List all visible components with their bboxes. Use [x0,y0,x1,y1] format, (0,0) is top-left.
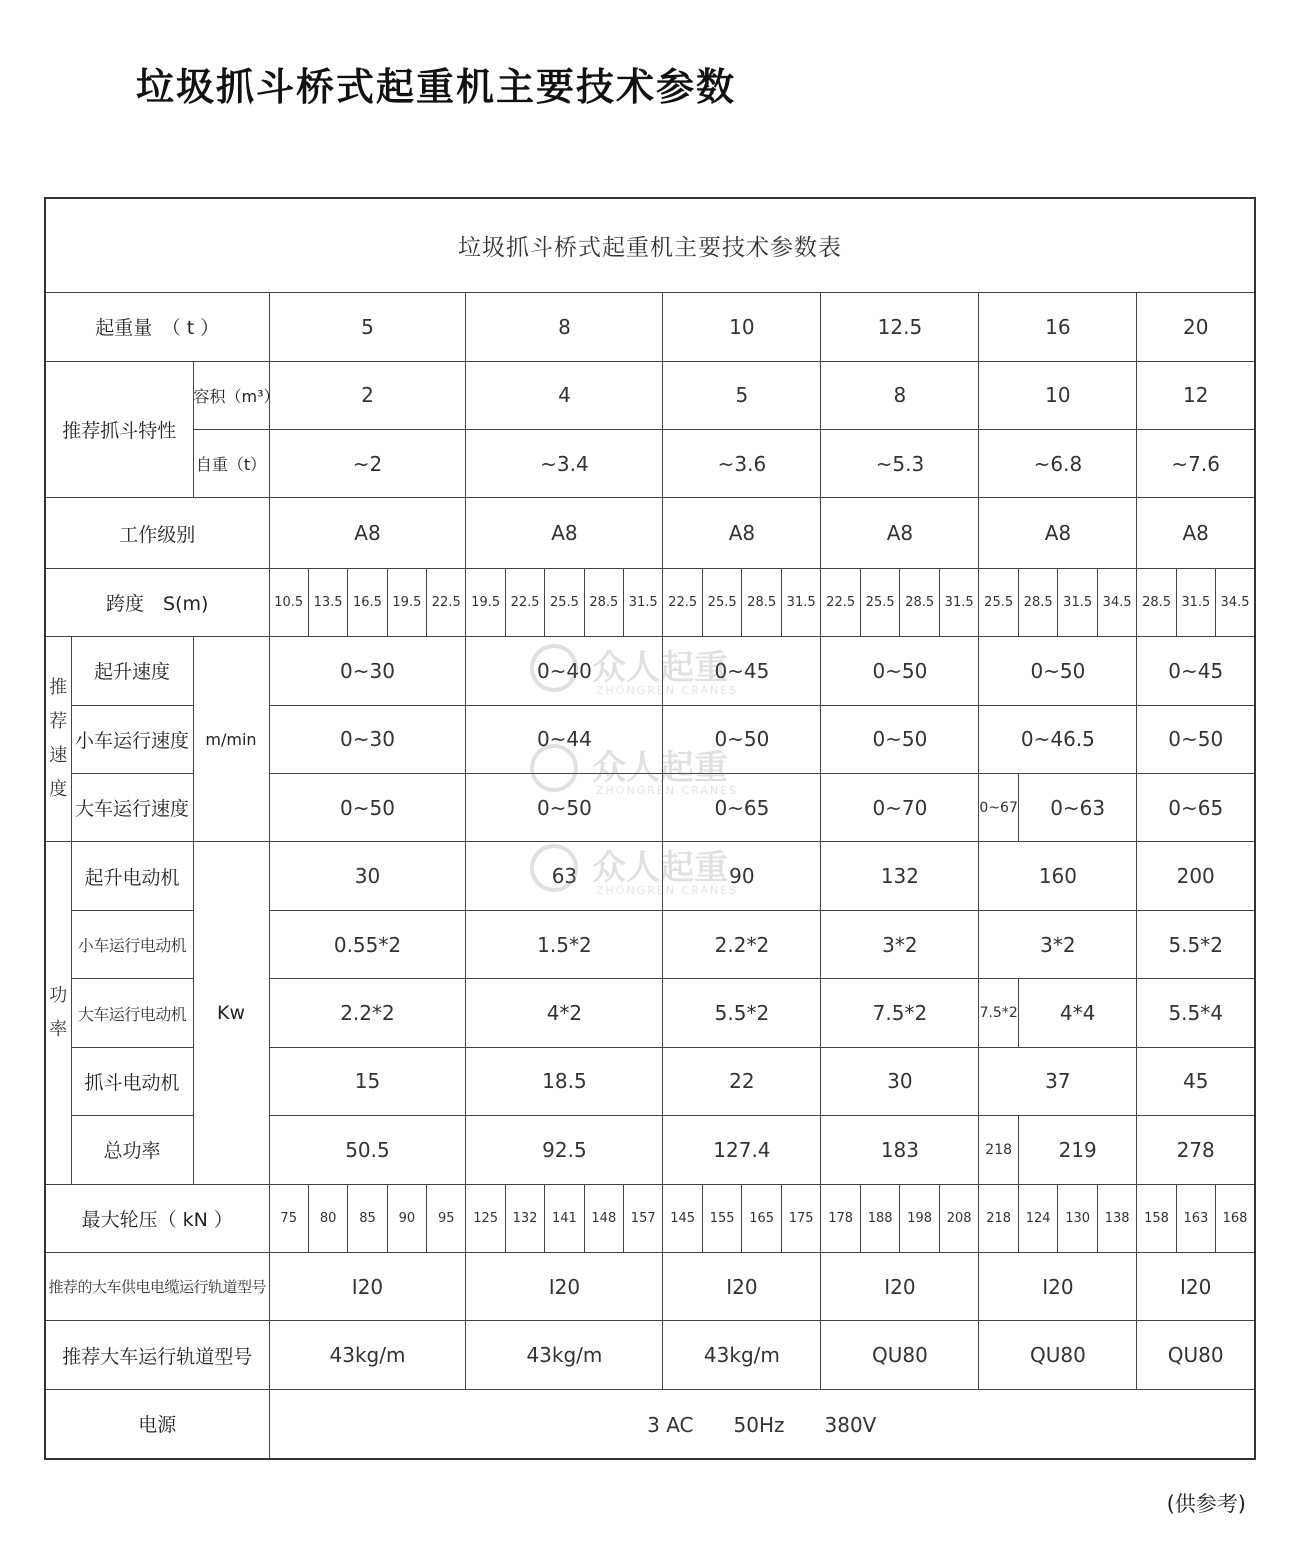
cell: 63 [466,842,663,910]
wheel-load-cell: 124 [1018,1184,1058,1252]
cell: 0~30 [269,705,466,773]
cell: QU80 [1137,1321,1255,1389]
cell: 43kg/m [663,1321,821,1389]
cell: 43kg/m [269,1321,466,1389]
span-cell: 22.5 [821,568,861,636]
watermark-text: 众人起重 [592,648,728,688]
span-cell: 16.5 [348,568,387,636]
page-title: 垃圾抓斗桥式起重机主要技术参数 [136,65,737,109]
cell: A8 [466,498,663,568]
span-cell: 19.5 [387,568,426,636]
cable-rail-label: 推荐的大车供电电缆运行轨道型号 [45,1253,269,1321]
span-cell: 25.5 [702,568,742,636]
cell: A8 [663,498,821,568]
cell: 278 [1137,1116,1255,1184]
power-unit: Kw [193,842,269,1184]
span-label: 跨度 S(m) [45,568,269,636]
wheel-load-cell: 125 [466,1184,505,1252]
cell: 3*2 [821,910,979,978]
span-cell: 19.5 [466,568,505,636]
wheel-load-cell: 198 [900,1184,940,1252]
watermark-subtext: ZHONGREN CRANES [596,884,739,897]
span-cell: 13.5 [308,568,347,636]
span-cell: 31.5 [781,568,821,636]
wheel-load-cell: 141 [545,1184,584,1252]
cell: ~2 [269,429,466,497]
span-cell: 28.5 [584,568,623,636]
cell: 0~65 [663,774,821,842]
cell: 4*4 [1018,979,1137,1047]
cell: ~3.4 [466,429,663,497]
cell: 160 [979,842,1137,910]
cell: 3*2 [979,910,1137,978]
trolley-motor-label: 小车运行电动机 [71,910,193,978]
cell: 183 [821,1116,979,1184]
cell: 45 [1137,1047,1255,1115]
cell: 0~50 [979,637,1137,705]
cell: 0~40 [466,637,663,705]
cell: 0~50 [269,774,466,842]
wheel-load-label: 最大轮压（ kN ） [45,1184,269,1252]
cell: 1.5*2 [466,910,663,978]
speed-unit: m/min [193,637,269,842]
cell: 4*2 [466,979,663,1047]
span-cell: 25.5 [860,568,900,636]
grab-volume-label: 容积（m³） [193,361,269,429]
cell: 218 [979,1116,1019,1184]
cell: 219 [1018,1116,1137,1184]
wheel-load-cell: 157 [624,1184,663,1252]
cell: QU80 [979,1321,1137,1389]
cell: 5 [269,293,466,361]
crane-motor-label: 大车运行电动机 [71,979,193,1047]
cell: ~6.8 [979,429,1137,497]
cell: 7.5*2 [979,979,1019,1047]
spec-table [44,197,1256,1460]
cell: 0~46.5 [979,705,1137,773]
wheel-load-cell: 188 [860,1184,900,1252]
wheel-load-cell: 155 [702,1184,742,1252]
cell: 10 [979,361,1137,429]
span-cell: 31.5 [939,568,979,636]
wheel-load-cell: 178 [821,1184,861,1252]
cell: 12 [1137,361,1255,429]
cell: 8 [821,361,979,429]
span-cell: 28.5 [900,568,940,636]
cell: 5.5*2 [663,979,821,1047]
cell: 0~63 [1018,774,1137,842]
cell: I20 [663,1253,821,1321]
cell: ~7.6 [1137,429,1255,497]
work-class-label: 工作级别 [45,498,269,568]
cell: I20 [821,1253,979,1321]
cell: 0~50 [466,774,663,842]
speed-group-label: 推 荐 速 度 [45,637,71,842]
watermark-text: 众人起重 [592,848,728,888]
cell: ~3.6 [663,429,821,497]
power-supply-label: 电源 [45,1389,269,1459]
cell: 0~50 [663,705,821,773]
wheel-load-cell: 95 [427,1184,466,1252]
cell: I20 [269,1253,466,1321]
cell: 20 [1137,293,1255,361]
cell: 50.5 [269,1116,466,1184]
span-cell: 31.5 [624,568,663,636]
power-supply-value: 3 AC 50Hz 380V [269,1389,1255,1459]
wheel-load-cell: 138 [1097,1184,1137,1252]
cell: 12.5 [821,293,979,361]
grab-weight-label: 自重（t） [193,429,269,497]
cell: 10 [663,293,821,361]
cell: 43kg/m [466,1321,663,1389]
cell: 2.2*2 [269,979,466,1047]
wheel-load-cell: 208 [939,1184,979,1252]
crane-speed-label: 大车运行速度 [71,774,193,842]
cell: 0~50 [821,705,979,773]
cell: 127.4 [663,1116,821,1184]
span-cell: 31.5 [1058,568,1098,636]
cell: 0~45 [1137,637,1255,705]
cell: A8 [269,498,466,568]
cell: 0~70 [821,774,979,842]
wheel-load-cell: 80 [308,1184,347,1252]
cell: 7.5*2 [821,979,979,1047]
crane-rail-label: 推荐大车运行轨道型号 [45,1321,269,1389]
cell: 16 [979,293,1137,361]
wheel-load-cell: 165 [742,1184,782,1252]
span-cell: 25.5 [545,568,584,636]
cell: 37 [979,1047,1137,1115]
cell: 200 [1137,842,1255,910]
cell: 2.2*2 [663,910,821,978]
cell: 30 [269,842,466,910]
cell: 22 [663,1047,821,1115]
wheel-load-cell: 130 [1058,1184,1098,1252]
lifting-capacity-label: 起重量 （ t ） [45,293,269,361]
cell: 0~45 [663,637,821,705]
cell: 0~44 [466,705,663,773]
span-cell: 28.5 [1018,568,1058,636]
watermark-subtext: ZHONGREN CRANES [596,684,739,697]
cell: 0~30 [269,637,466,705]
total-power-label: 总功率 [71,1116,193,1184]
cell: 5 [663,361,821,429]
watermark-subtext: ZHONGREN CRANES [596,784,739,797]
span-cell: 28.5 [742,568,782,636]
span-cell: 22.5 [505,568,544,636]
cell: I20 [1137,1253,1255,1321]
cell: 0~50 [821,637,979,705]
wheel-load-cell: 168 [1216,1184,1256,1252]
cell: 2 [269,361,466,429]
cell: ~5.3 [821,429,979,497]
span-cell: 22.5 [427,568,466,636]
grab-motor-label: 抓斗电动机 [71,1047,193,1115]
cell: 8 [466,293,663,361]
cell: QU80 [821,1321,979,1389]
cell: 90 [663,842,821,910]
cell: 92.5 [466,1116,663,1184]
power-group-label: 功 率 [45,842,71,1184]
wheel-load-cell: 218 [979,1184,1019,1252]
footnote: (供参考) [1166,1492,1246,1516]
wheel-load-cell: 163 [1176,1184,1215,1252]
cell: 0.55*2 [269,910,466,978]
cell: 18.5 [466,1047,663,1115]
span-cell: 22.5 [663,568,703,636]
cell: I20 [979,1253,1137,1321]
wheel-load-cell: 132 [505,1184,544,1252]
cell: A8 [1137,498,1255,568]
wheel-load-cell: 145 [663,1184,703,1252]
cell: 0~67 [979,774,1019,842]
table-caption: 垃圾抓斗桥式起重机主要技术参数表 [45,198,1255,293]
cell: 0~50 [1137,705,1255,773]
trolley-speed-label: 小车运行速度 [71,705,193,773]
grab-label: 推荐抓斗特性 [45,361,193,498]
span-cell: 34.5 [1097,568,1137,636]
wheel-load-cell: 175 [781,1184,821,1252]
wheel-load-cell: 75 [269,1184,308,1252]
wheel-load-cell: 90 [387,1184,426,1252]
span-cell: 28.5 [1137,568,1176,636]
cell: 30 [821,1047,979,1115]
lifting-speed-label: 起升速度 [71,637,193,705]
cell: 0~65 [1137,774,1255,842]
wheel-load-cell: 158 [1137,1184,1176,1252]
span-cell: 31.5 [1176,568,1215,636]
cell: 5.5*4 [1137,979,1255,1047]
wheel-load-cell: 148 [584,1184,623,1252]
cell: A8 [979,498,1137,568]
cell: 4 [466,361,663,429]
cell: 15 [269,1047,466,1115]
wheel-load-cell: 85 [348,1184,387,1252]
cell: A8 [821,498,979,568]
watermark-text: 众人起重 [592,748,728,788]
span-cell: 34.5 [1216,568,1256,636]
span-cell: 10.5 [269,568,308,636]
cell: 5.5*2 [1137,910,1255,978]
cell: I20 [466,1253,663,1321]
hoist-motor-label: 起升电动机 [71,842,193,910]
span-cell: 25.5 [979,568,1019,636]
cell: 132 [821,842,979,910]
